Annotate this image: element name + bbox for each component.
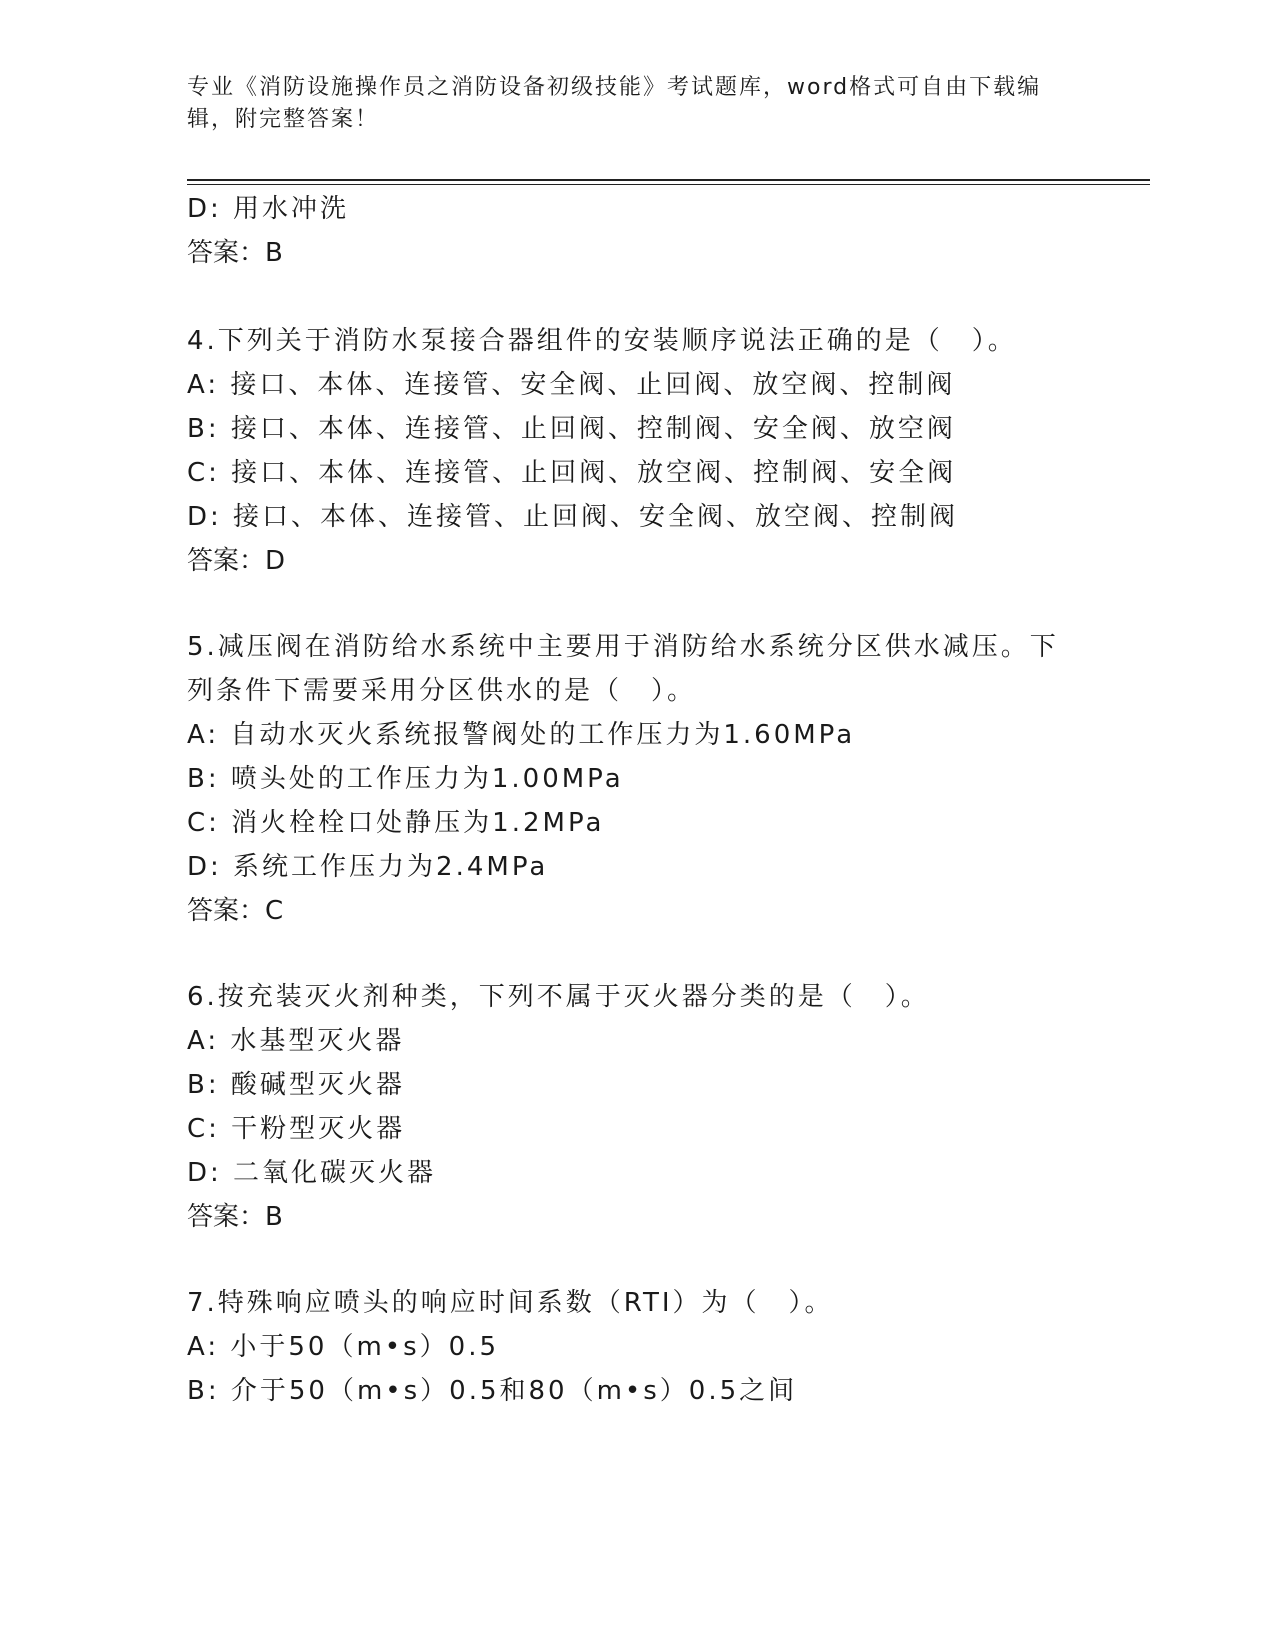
q5-option-c: C: 消火栓栓口处静压为1.2MPa (187, 808, 605, 838)
q6-option-d: D: 二氧化碳灭火器 (187, 1158, 437, 1188)
q5-option-a: A: 自动水灭火系统报警阀处的工作压力为1.60MPa (187, 720, 856, 750)
q7-option-a: A: 小于50（m•s）0.5 (187, 1332, 499, 1362)
q5-option-b: B: 喷头处的工作压力为1.00MPa (187, 764, 624, 794)
q4-option-b: B: 接口、本体、连接管、止回阀、控制阀、安全阀、放空阀 (187, 414, 956, 444)
q7-question: 7.特殊响应喷头的响应时间系数（RTI）为（ ）。 (187, 1288, 834, 1318)
prev-answer: 答案：B (187, 238, 283, 268)
q5-question-line1: 5.减压阀在消防给水系统中主要用于消防给水系统分区供水减压。下 (187, 632, 1059, 662)
header-rule-thick (187, 179, 1150, 181)
q4-question: 4.下列关于消防水泵接合器组件的安装顺序说法正确的是（ ）。 (187, 326, 1017, 356)
q4-option-a: A: 接口、本体、连接管、安全阀、止回阀、放空阀、控制阀 (187, 370, 956, 400)
q6-question: 6.按充装灭火剂种类，下列不属于灭火器分类的是（ ）。 (187, 982, 930, 1012)
q6-answer: 答案：B (187, 1202, 283, 1232)
q7-option-b: B: 介于50（m•s）0.5和80（m•s）0.5之间 (187, 1376, 798, 1406)
q5-question-line2: 列条件下需要采用分区供水的是（ ）。 (187, 676, 697, 706)
q5-option-d: D: 系统工作压力为2.4MPa (187, 852, 549, 882)
q5-answer: 答案：C (187, 896, 284, 926)
document-header: 专业《消防设施操作员之消防设备初级技能》考试题库，word格式可自由下载编辑，附完整答案！ (187, 75, 1042, 132)
q4-option-c: C: 接口、本体、连接管、止回阀、放空阀、控制阀、安全阀 (187, 458, 957, 488)
q4-option-d: D: 接口、本体、连接管、止回阀、安全阀、放空阀、控制阀 (187, 502, 959, 532)
q4-answer: 答案：D (187, 546, 286, 576)
q6-option-b: B: 酸碱型灭火器 (187, 1070, 405, 1100)
prev-option-d: D: 用水冲洗 (187, 194, 350, 224)
q6-option-a: A: 水基型灭火器 (187, 1026, 405, 1056)
q6-option-c: C: 干粉型灭火器 (187, 1114, 406, 1144)
header-rule-thin (187, 184, 1150, 185)
